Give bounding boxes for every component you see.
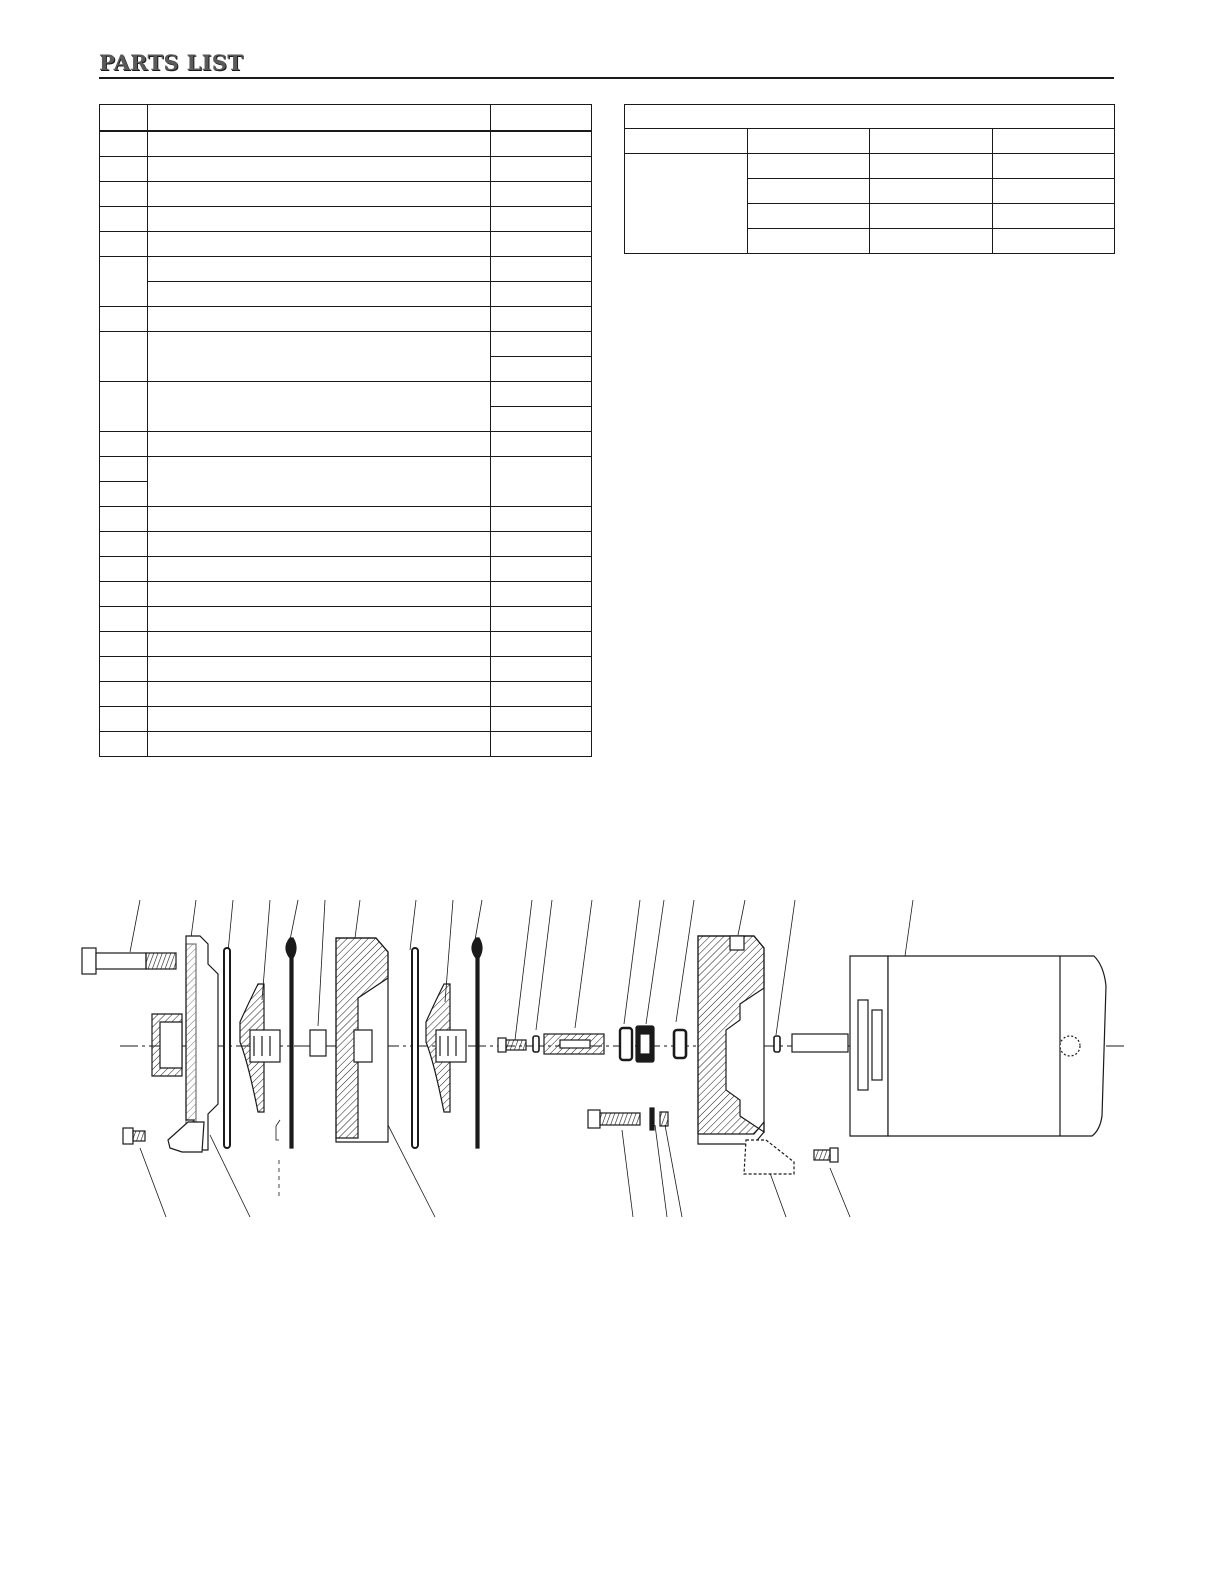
table-cell [491,257,592,282]
table-cell [100,532,148,557]
motor-bracket [698,936,764,1144]
table-cell [100,157,148,182]
table-cell [100,482,148,507]
table-cell [491,332,592,357]
table-cell [870,179,993,204]
header-cell [870,129,993,154]
table-cell [148,332,491,382]
table-cell [491,557,592,582]
table-row [625,154,1115,179]
table-cell [491,682,592,707]
table-cell [747,179,870,204]
table-cell [148,382,491,432]
table-row [100,207,592,232]
foot-bolt [814,1148,838,1162]
table-cell [491,707,592,732]
table-cell [491,507,592,532]
stage-casing [336,938,388,1142]
table-cell [491,182,592,207]
model-table-title-row [625,105,1115,129]
diffuser-plate [472,938,482,1148]
table-cell [100,582,148,607]
table-row [100,182,592,207]
table-cell [100,707,148,732]
table-cell [100,507,148,532]
table-cell [148,532,491,557]
table-cell [100,632,148,657]
parts-list-table [99,104,592,757]
table-cell [148,507,491,532]
table-row [100,257,592,282]
table-row [100,582,592,607]
title-rule [99,77,1114,79]
impeller [426,984,466,1112]
table-cell [870,229,993,254]
table-cell [148,657,491,682]
o-ring [224,948,230,1148]
mounting-foot [744,1140,794,1174]
slinger [774,1036,780,1052]
table-cell [148,282,491,307]
table-cell [100,457,148,482]
table-row [100,131,592,157]
table-cell [148,732,491,757]
table-cell [491,357,592,382]
table-row [100,657,592,682]
table-cell [491,432,592,457]
seal-spring [674,1030,686,1058]
table-row [100,332,592,357]
o-ring [412,948,418,1148]
table-cell [992,154,1115,179]
table-cell [491,607,592,632]
table-cell [148,157,491,182]
table-row [100,632,592,657]
table-cell [870,154,993,179]
motor [792,956,1106,1136]
table-cell [747,229,870,254]
table-cell [491,732,592,757]
table-cell [148,207,491,232]
table-row [100,507,592,532]
table-cell [491,457,592,507]
table-cell [148,457,491,507]
table-cell [625,154,748,254]
table-cell [148,582,491,607]
header-cell-description [148,105,491,132]
nut [660,1112,668,1126]
table-cell [148,607,491,632]
table-cell [100,732,148,757]
table-cell [992,204,1115,229]
tie-bolt [588,1110,640,1128]
table-cell [148,632,491,657]
table-row [100,157,592,182]
table-cell [491,582,592,607]
table-cell [100,432,148,457]
header-cell [747,129,870,154]
table-cell [491,407,592,432]
table-row [100,707,592,732]
table-cell [747,154,870,179]
table-row [100,557,592,582]
table-row [100,232,592,257]
table-cell [491,157,592,182]
table-row [100,282,592,307]
drain-plug [123,1128,145,1144]
table-cell [100,657,148,682]
table-cell [148,307,491,332]
table-cell [491,131,592,157]
table-cell [100,257,148,307]
table-row [100,607,592,632]
header-cell-part-no [491,105,592,132]
diffuser-fin [276,1120,280,1140]
table-cell [148,232,491,257]
table-cell [491,207,592,232]
seal-rotary [636,1026,654,1062]
table-cell [491,232,592,257]
table-row [100,307,592,332]
table-cell [100,607,148,632]
table-row [100,382,592,407]
diffuser-plate [286,938,296,1148]
model-table-title-cell [625,105,1115,129]
wear-ring [310,1030,326,1056]
table-cell [100,307,148,332]
impeller-screw [498,1038,526,1052]
table-row [100,732,592,757]
table-cell [992,229,1115,254]
table-row [100,532,592,557]
table-cell [491,532,592,557]
table-cell [992,179,1115,204]
table-cell [148,707,491,732]
table-cell [747,204,870,229]
model-table-header-row [625,129,1115,154]
table-cell [491,282,592,307]
table-cell [491,657,592,682]
washer [533,1036,539,1052]
table-cell [148,432,491,457]
model-table [624,104,1115,254]
table-cell [491,307,592,332]
table-cell [100,332,148,382]
table-cell [148,131,491,157]
impeller [240,984,280,1112]
exploded-assembly-diagram [70,890,1140,1230]
table-cell [100,682,148,707]
table-cell [100,131,148,157]
header-cell [992,129,1115,154]
table-cell [148,257,491,282]
shaft-sleeve [544,1034,604,1054]
header-cell [625,129,748,154]
table-row [100,682,592,707]
table-cell [100,207,148,232]
table-cell [148,182,491,207]
long-bolt [82,948,176,974]
lock-washer [650,1108,654,1130]
table-row [100,432,592,457]
table-cell [100,557,148,582]
table-row [100,457,592,482]
table-cell [100,232,148,257]
table-cell [491,632,592,657]
table-cell [148,557,491,582]
seal-seat [620,1028,632,1060]
page-title: PARTS LIST [99,50,244,75]
table-cell [491,382,592,407]
table-cell [148,682,491,707]
table-cell [100,382,148,432]
table-cell [100,182,148,207]
parts-table-header-row [100,105,592,132]
header-cell-ref-no [100,105,148,132]
table-cell [870,204,993,229]
